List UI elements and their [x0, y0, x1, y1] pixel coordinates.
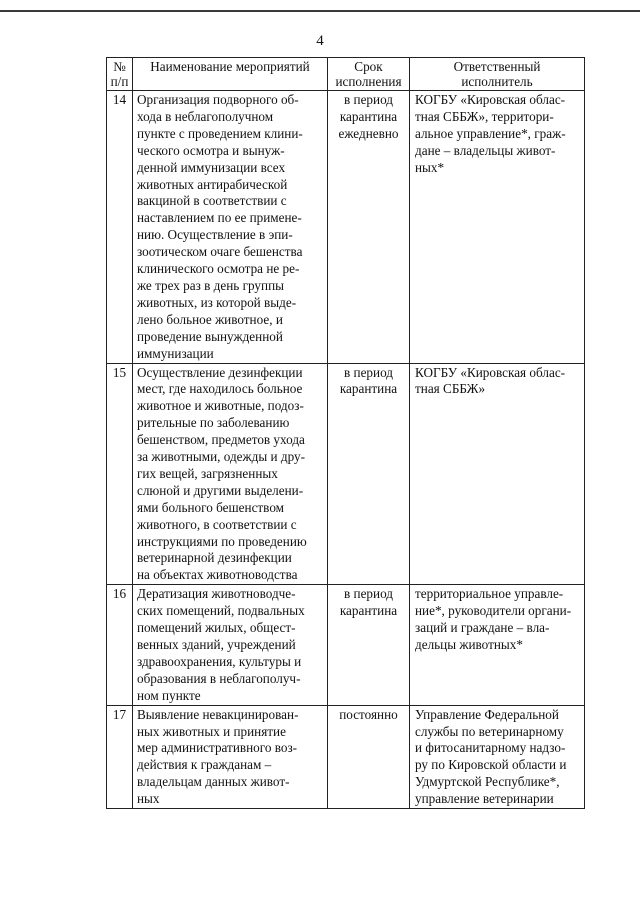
text-line: животного, в соответствии с [137, 516, 297, 532]
text-line: гих вещей, загрязненных [137, 465, 278, 481]
text-line: мер административного воз- [137, 740, 298, 756]
text-line: наставлением по ее примене- [137, 210, 302, 226]
table-row [107, 91, 585, 364]
row-number: 14 [107, 91, 133, 364]
text-line: зоотическом очаге бешенства [137, 244, 303, 260]
text-line: проведение вынужденной [137, 328, 283, 344]
text-line: заций и граждане – вла- [415, 620, 550, 636]
text-line: нию. Осуществление в эпи- [137, 227, 293, 243]
text-line: инструкциями по проведению [137, 533, 307, 549]
page-number: 4 [316, 33, 324, 49]
text-line: Наименование мероприятий [150, 59, 310, 74]
text-line: здравоохранения, культуры и [137, 653, 302, 669]
text-line: тная СББЖ» [415, 381, 486, 397]
text-line: КОГБУ «Кировская облас- [415, 364, 566, 380]
text-line: ных* [415, 159, 445, 175]
text-line: тная СББЖ», территори- [415, 108, 554, 124]
text-line: Дератизация животноводче- [137, 586, 296, 602]
text-line: ных животных и принятие [137, 723, 286, 739]
text-line: территориальное управле- [415, 586, 564, 602]
text-line: и фитосанитарному надзо- [415, 740, 566, 756]
text-line: Управление Федеральной [415, 706, 559, 722]
text-line: ских помещений, подвальных [137, 603, 305, 619]
text-line: Ответственный [453, 59, 541, 74]
row-number: 17 [107, 705, 133, 808]
text-line: владельцам данных живот- [137, 774, 290, 790]
text-line: Выявление невакцинирован- [137, 706, 299, 722]
text-line: рительные по заболеванию [137, 415, 290, 431]
text-line: карантина [339, 381, 398, 397]
text-line: действия к гражданам – [137, 757, 272, 773]
text-line: мест, где находилось больное [137, 381, 303, 397]
measures-table [106, 57, 585, 809]
row-responsible [410, 363, 585, 585]
text-line: образования в неблагополуч- [137, 670, 301, 686]
text-line: иммунизации [137, 345, 214, 361]
row-term [328, 91, 410, 364]
text-line: лено больное животное, и [137, 311, 283, 327]
text-line: животных, из которой выде- [137, 294, 297, 310]
text-line: хода в неблагополучном [137, 108, 274, 124]
row-action [133, 705, 328, 808]
text-line: на объектах животноводства [137, 567, 298, 583]
table-row [107, 585, 585, 705]
text-line: денной иммунизации всех [137, 159, 286, 175]
text-line: ческого осмотра и вынуж- [137, 142, 285, 158]
text-line: вакциной в соответствии с [137, 193, 287, 209]
text-line: слюной и другими выделени- [137, 482, 304, 498]
text-line: бешенством, предметов ухода [137, 432, 305, 448]
header-action [133, 58, 328, 91]
row-responsible [410, 585, 585, 705]
text-line: клинического осмотра не ре- [137, 261, 300, 277]
text-line: венных зданий, учреждений [137, 637, 296, 652]
table-body [107, 91, 585, 809]
text-line: ями больного бешенством [137, 499, 285, 515]
row-action [133, 363, 328, 585]
text-line: ных [137, 791, 160, 807]
row-number: 16 [107, 585, 133, 705]
row-number: 15 [107, 363, 133, 585]
text-line: животное и животные, подоз- [137, 398, 304, 414]
text-line: дане – владельцы живот- [415, 142, 556, 158]
row-action [133, 91, 328, 364]
text-line: Организация подворного об- [137, 92, 299, 107]
text-line: Удмуртской Республике*, [415, 774, 560, 790]
text-line: п/п [110, 74, 129, 89]
text-line: ежедневно [338, 125, 399, 141]
text-line: карантина [339, 108, 398, 124]
text-line: ветеринарной дезинфекции [137, 550, 292, 566]
text-line: в период [343, 92, 393, 107]
table-header-row [107, 58, 585, 91]
text-line: ру по Кировской области и [415, 757, 567, 773]
text-line: постоянно [339, 706, 398, 722]
table-row [107, 705, 585, 808]
text-line: КОГБУ «Кировская облас- [415, 92, 566, 107]
text-line: исполнитель [461, 74, 533, 89]
text-line: службы по ветеринарному [415, 723, 564, 739]
text-line: Осуществление дезинфекции [137, 364, 303, 380]
header-num [107, 58, 133, 91]
text-line: в период [343, 586, 393, 602]
text-line: исполнения [335, 74, 402, 89]
top-scan-border [0, 10, 640, 12]
text-line: дельцы животных* [415, 637, 523, 652]
header-responsible [410, 58, 585, 91]
row-term [328, 585, 410, 705]
text-line: карантина [339, 603, 398, 619]
row-term [328, 705, 410, 808]
table-row [107, 363, 585, 585]
row-responsible [410, 705, 585, 808]
text-line: ном пункте [137, 687, 201, 703]
text-line: пункте с проведением клини- [137, 125, 303, 141]
text-line: за животными, одежды и дру- [137, 449, 305, 465]
text-line: помещений жилых, общест- [137, 620, 296, 636]
text-line: управление ветеринарии [415, 791, 554, 807]
row-action [133, 585, 328, 705]
text-line: ние*, руководители органи- [415, 603, 572, 619]
header-term [328, 58, 410, 91]
text-line: животных антирабической [137, 176, 288, 192]
text-line: № [113, 59, 126, 74]
row-responsible [410, 91, 585, 364]
row-term [328, 363, 410, 585]
text-line: Срок [354, 59, 383, 74]
text-line: альное управление*, граж- [415, 125, 566, 141]
text-line: же трех раз в день группы [137, 277, 284, 293]
text-line: в период [343, 364, 393, 380]
